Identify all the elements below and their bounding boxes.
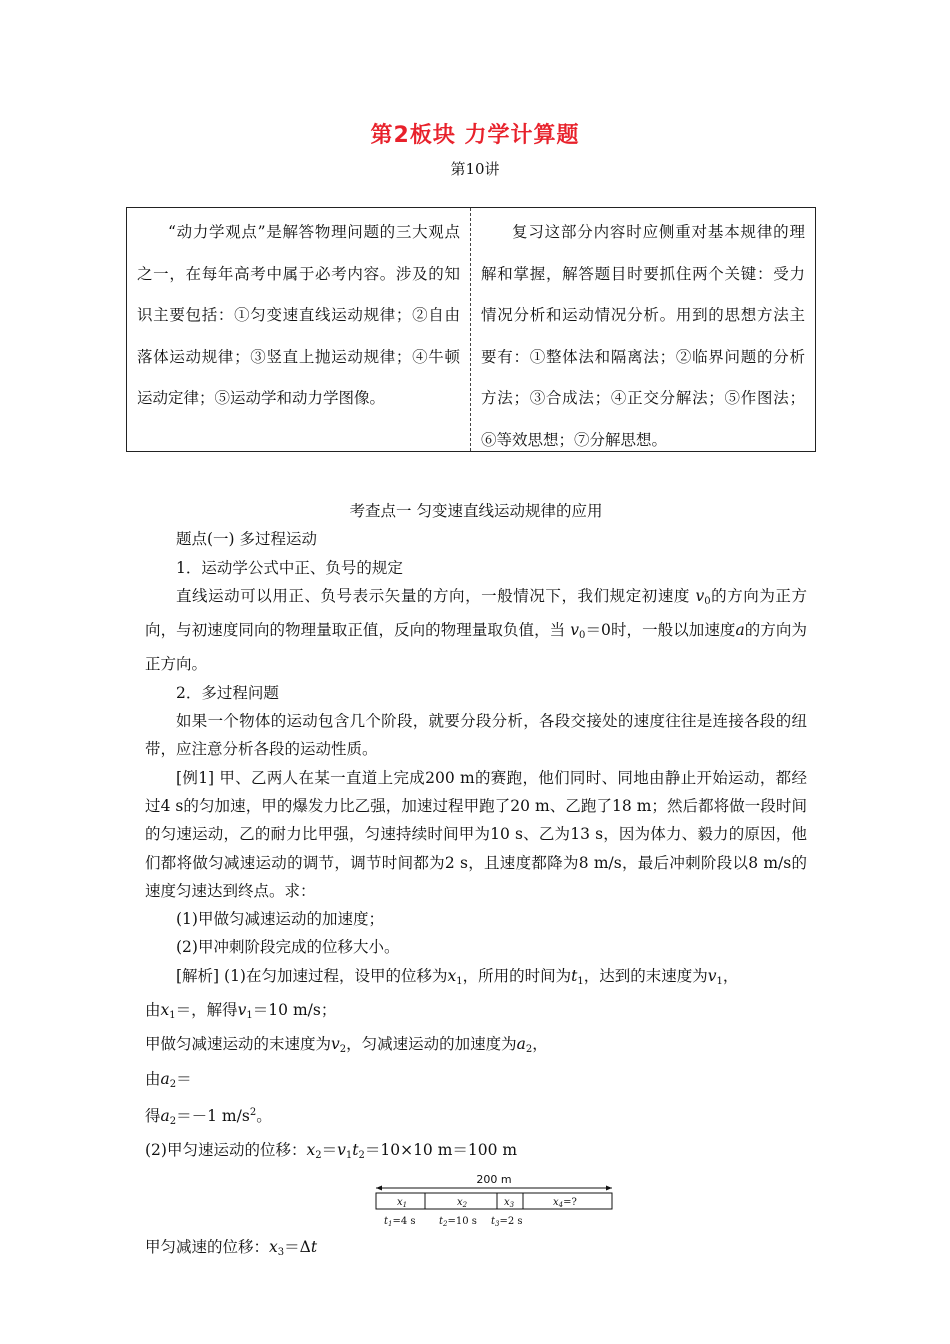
text-run: ＝，解得	[175, 1001, 238, 1020]
text-run: ，匀减速运动的加速度为	[346, 1035, 517, 1054]
math-symbol: v	[331, 1035, 340, 1054]
solution-line-4	[145, 1065, 807, 1099]
text-run: 。	[256, 1106, 272, 1125]
text-run: ，	[532, 1035, 548, 1054]
subscript: 1	[246, 1010, 253, 1022]
intro-left-cell: “动力学观点”是解答物理问题的三大观点之一，在每年高考中属于必考内容。涉及的知识主要包括：①匀变速直线运动规律；②自由落体运动规律；③竖直上抛运动规律；④牛顿运动定律；⑤运动学和动力学图像。	[127, 208, 471, 451]
intro-right-cell: 复习这部分内容时应侧重对基本规律的理解和掌握，解答题目时要抓住两个关键：受力情况分析和运动情况分析。用到的思想方法主要有：①整体法和隔离法；②临界问题的分析方法；③合成法；④正交分解法；⑤作图法；⑥等效思想；⑦分解思想。	[481, 223, 805, 449]
segment-label-x1: $x_1$	[397, 1196, 408, 1209]
segment-label-x2: $x_2$	[457, 1196, 468, 1209]
segment-label-x4: $x_4=$?	[553, 1196, 577, 1209]
subscript: 2	[358, 1150, 365, 1162]
solution-line-3	[145, 1030, 807, 1064]
math-symbol: t	[352, 1141, 359, 1160]
solution-line-7	[145, 1233, 807, 1267]
item1-paragraph	[145, 582, 807, 679]
text-run: ＝－1 m/s	[176, 1106, 250, 1125]
main-content	[145, 497, 807, 1267]
solution-line-1	[145, 962, 807, 996]
arrow-right-head	[606, 1185, 612, 1190]
figure-container	[145, 1171, 807, 1233]
total-distance-label: 200 m	[476, 1172, 512, 1186]
text-run: ＝0时，一般以加速度	[585, 621, 736, 640]
math-symbol: x	[447, 966, 457, 985]
math-symbol: v	[237, 1001, 247, 1020]
superscript: 2	[249, 1106, 257, 1118]
text-run: 由	[145, 1001, 161, 1020]
text-run: ＝10×10 m＝100 m	[364, 1141, 518, 1160]
intro-table	[126, 207, 816, 452]
time-label-t2: $t_2=10$ s	[439, 1215, 477, 1228]
math-symbol: a	[160, 1069, 170, 1088]
math-symbol: a	[735, 621, 745, 640]
text-run: 的方向为正方向，与初速度同向的物理量取正值，反向的物理量取负值，当	[145, 586, 807, 640]
text-run: ＝10 m/s；	[252, 1001, 337, 1020]
math-symbol: x	[269, 1237, 278, 1256]
text-run: ，所用的时间为	[462, 966, 572, 985]
text-run: 直线运动可以用正、负号表示矢量的方向，一般情况下，我们规定初速度	[176, 586, 696, 605]
text-run: ＝Δ	[284, 1237, 311, 1256]
subscript: 0	[704, 595, 711, 607]
text-run: (2)甲匀速运动的位移：	[145, 1141, 307, 1160]
math-symbol: v	[695, 586, 705, 605]
page-title: 第2板块 力学计算题	[370, 123, 580, 148]
topic-heading: 题点(一) 多过程运动	[176, 530, 318, 549]
example-paragraph: [例1] 甲、乙两人在某一直道上完成200 m的赛跑，他们同时、同地由静止开始运动，都经过4 s的匀加速，甲的爆发力比乙强，加速过程甲跑了20 m、乙跑了18 m；然后都将做一段时间的匀速运动，乙的耐力比甲强，匀速持续时间甲为10 s、乙为13 s，因为体力、毅力的原因，他们都将做匀减速运动的调节，调节时间都为2 s，且速度都降为8 m/s，最后冲刺阶段以8 m/s的速度匀速达到终点。求：	[145, 768, 807, 900]
item2-paragraph: 如果一个物体的运动包含几个阶段，就要分段分析，各段交接处的速度往往是连接各段的纽带，应注意分析各段的运动性质。	[145, 712, 807, 759]
time-label-t3: $t_3=2$ s	[491, 1215, 523, 1228]
text-run: [解析] (1)在匀加速过程，设甲的位移为	[176, 966, 448, 985]
solution-line-6	[145, 1136, 807, 1170]
text-run: 甲做匀减速运动的末速度为	[145, 1035, 332, 1054]
math-symbol: x	[306, 1141, 316, 1160]
text-run: 的方向为正方向。	[145, 621, 807, 674]
subscript: 2	[169, 1078, 177, 1090]
math-symbol: a	[516, 1035, 526, 1054]
subscript: 3	[277, 1246, 285, 1258]
subscript: 2	[315, 1150, 322, 1162]
question-1: (1)甲做匀减速运动的加速度；	[176, 910, 384, 929]
text-run: 得	[145, 1106, 161, 1125]
subscript: 2	[339, 1044, 347, 1056]
text-run: ，达到的末速度为	[583, 966, 708, 985]
subscript: 1	[577, 975, 584, 987]
solution-line-5	[145, 1099, 807, 1136]
subscript: 2	[169, 1115, 177, 1127]
text-run: ＝	[321, 1141, 338, 1160]
subscript: 1	[169, 1010, 176, 1022]
subscript: 1	[456, 975, 463, 987]
subscript: 1	[716, 975, 723, 987]
text-run: 由	[145, 1069, 161, 1088]
item2-title: 2．多过程问题	[176, 683, 279, 702]
math-symbol: v	[570, 621, 580, 640]
math-symbol: v	[337, 1141, 346, 1160]
math-symbol: v	[707, 966, 717, 985]
section-heading: 考查点一 匀变速直线运动规律的应用	[349, 502, 603, 520]
segment-label-x3: $x_3$	[504, 1196, 515, 1209]
subscript: 2	[525, 1044, 533, 1056]
math-symbol: a	[160, 1106, 170, 1125]
math-symbol: x	[160, 1001, 170, 1020]
displacement-diagram	[373, 1171, 615, 1229]
text-run: 甲匀减速的位移：	[145, 1237, 270, 1256]
time-label-t1: $t_1=4$ s	[384, 1215, 416, 1228]
math-symbol: t	[310, 1237, 318, 1256]
text-run: ，	[722, 966, 739, 985]
arrow-left-head	[376, 1185, 382, 1190]
subscript: 0	[579, 630, 586, 642]
lecture-number: 第10讲	[450, 160, 500, 178]
item1-title: 1．运动学公式中正、负号的规定	[176, 558, 403, 577]
subscript: 1	[345, 1150, 353, 1162]
solution-line-2	[145, 996, 807, 1030]
math-symbol: t	[571, 966, 578, 985]
question-2: (2)甲冲刺阶段完成的位移大小。	[176, 938, 400, 957]
text-run: ＝	[176, 1069, 192, 1088]
